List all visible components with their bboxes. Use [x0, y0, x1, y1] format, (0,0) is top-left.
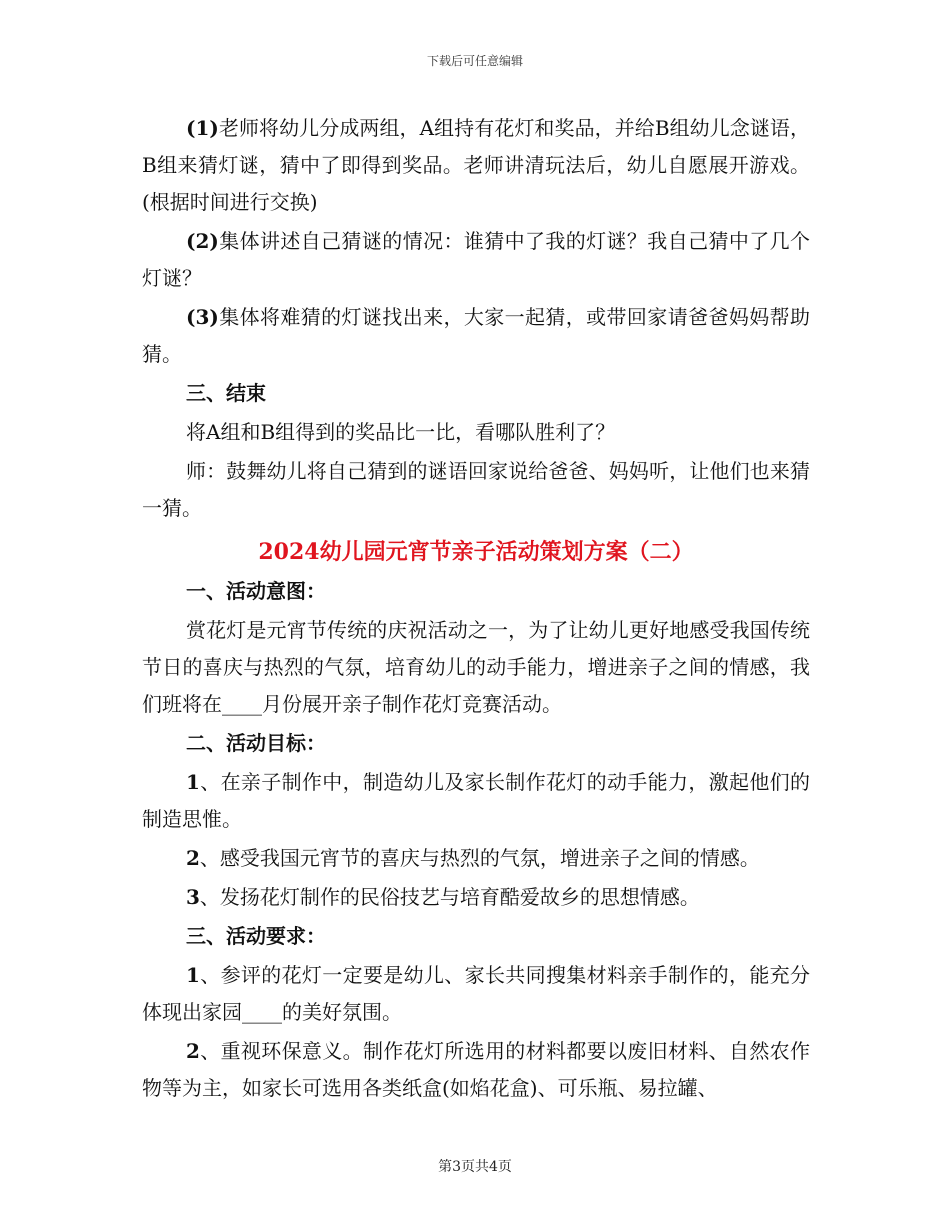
paragraph	[142, 764, 810, 838]
item-number: 1	[186, 963, 200, 987]
paragraph	[142, 453, 810, 527]
item-number: 1	[186, 770, 200, 794]
paragraph-text: 、感受我国元宵节的喜庆与热烈的气氛，增进亲子之间的情感。	[199, 846, 760, 870]
paragraph-text: 集体将难猜的灯谜找出来，大家一起猜，或带回家请爸爸妈妈帮助猜。	[142, 305, 810, 366]
item-number: (1)	[186, 116, 219, 140]
item-number: 3	[186, 885, 200, 909]
item-number: (2)	[186, 229, 219, 253]
item-number: 2	[186, 1039, 200, 1063]
paragraph	[142, 1033, 810, 1107]
paragraph	[142, 110, 810, 221]
section-title: 2024幼儿园元宵节亲子活动策划方案（二）	[258, 539, 694, 565]
paragraph	[142, 223, 810, 297]
paragraph-text: 老师将幼儿分成两组，A组持有花灯和奖品，并给B组幼儿念谜语，B组来猜灯谜，猜中了即得到奖品。老师讲清玩法后，幼儿自愿展开游戏。(根据时间进行交换)	[142, 116, 810, 214]
section-heading: 二、活动目标：	[186, 731, 326, 755]
paragraph	[142, 957, 810, 1031]
paragraph-text: 师：鼓舞幼儿将自己猜到的谜语回家说给爸爸、妈妈听，让他们也来猜一猜。	[142, 459, 810, 520]
paragraph	[142, 612, 810, 723]
section-heading: 三、活动要求：	[186, 924, 326, 948]
part-two	[142, 573, 810, 1107]
paragraph-text: 将A组和B组得到的奖品比一比，看哪队胜利了？	[186, 420, 616, 444]
document-body	[142, 110, 810, 1107]
section-heading: 三、结束	[186, 381, 266, 405]
page-footer: 第3页共4页	[438, 1159, 512, 1175]
paragraph-text: 赏花灯是元宵节传统的庆祝活动之一，为了让幼儿更好地感受我国传统节日的喜庆与热烈的气氛，培育幼儿的动手能力，增进亲子之间的情感，我们班将在____月份展开亲子制作花灯竞赛活动。	[142, 618, 810, 716]
page-header: 下载后可任意编辑	[426, 54, 523, 68]
paragraph-text: 、在亲子制作中，制造幼儿及家长制作花灯的动手能力，激起他们的制造思惟。	[142, 770, 810, 831]
paragraph-text: 、发扬花灯制作的民俗技艺与培育酷爱故乡的思想情感。	[199, 885, 700, 909]
paragraph	[142, 840, 810, 877]
paragraph	[142, 879, 810, 916]
paragraph-text: 、重视环保意义。制作花灯所选用的材料都要以废旧材料、自然农作物等为主，如家长可选用各类纸盒(如焰花盒)、可乐瓶、易拉罐、	[142, 1039, 810, 1100]
section-heading: 一、活动意图：	[186, 579, 326, 603]
paragraph	[142, 414, 810, 451]
part-one	[142, 110, 810, 527]
paragraph-text: 、参评的花灯一定要是幼儿、家长共同搜集材料亲手制作的，能充分体现出家园____的美好氛围。	[142, 963, 810, 1024]
paragraph-text: 集体讲述自己猜谜的情况：谁猜中了我的灯谜？我自己猜中了几个灯谜？	[142, 229, 810, 290]
item-number: 2	[186, 846, 200, 870]
item-number: (3)	[186, 305, 219, 329]
paragraph	[142, 299, 810, 373]
